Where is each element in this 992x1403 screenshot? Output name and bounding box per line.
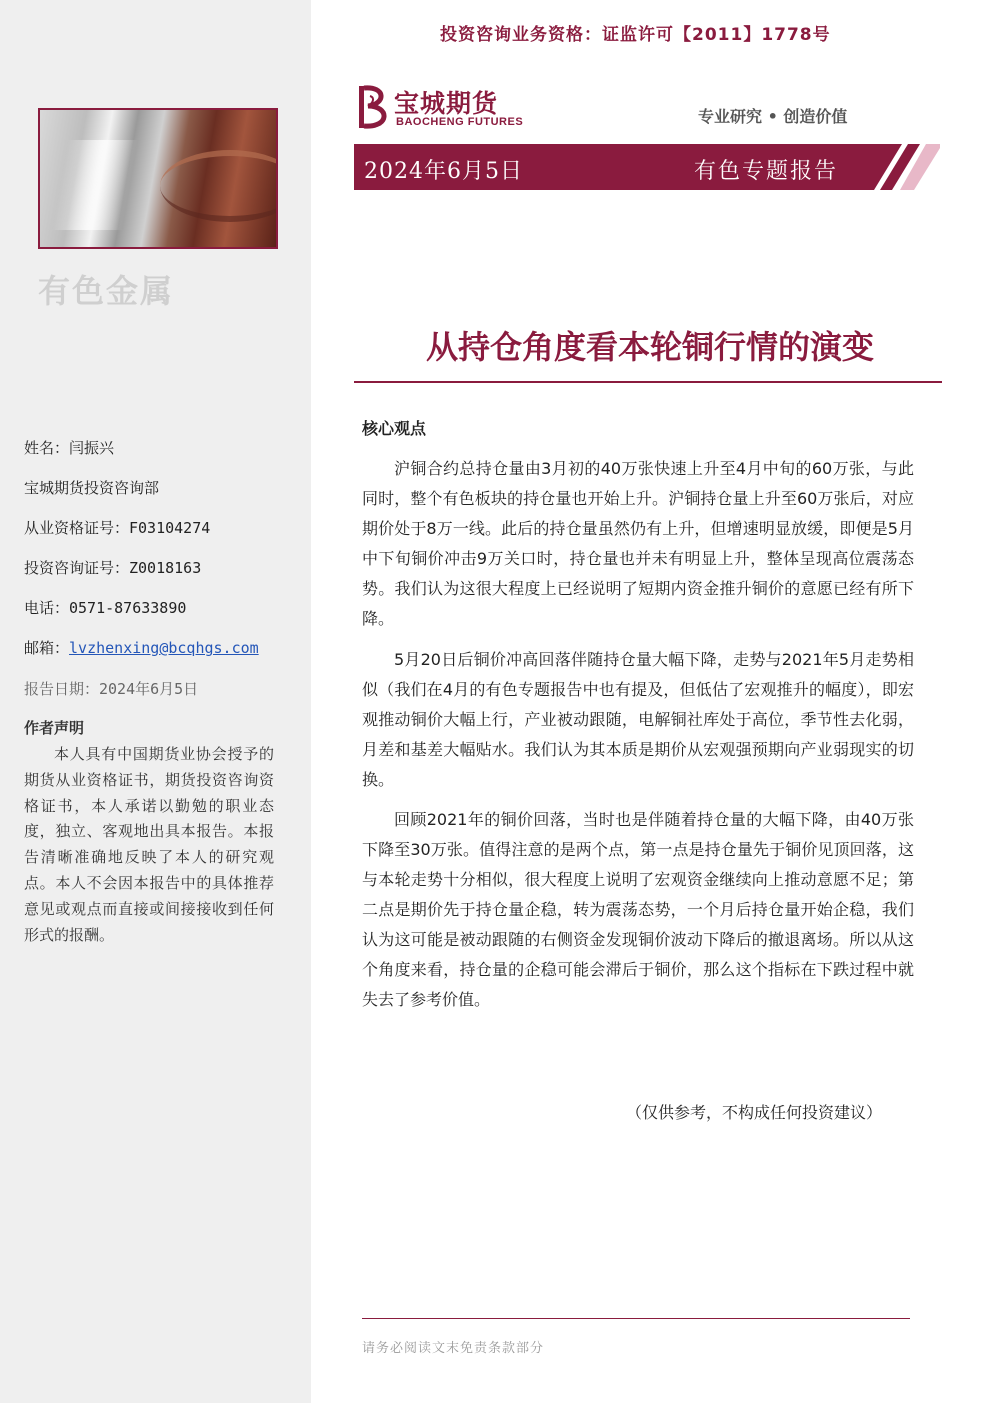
department: 宝城期货投资咨询部	[24, 479, 160, 497]
author-name: 姓名：闫振兴	[24, 439, 115, 457]
paragraph-2: 5月20日后铜价冲高回落伴随持仓量大幅下降，走势与2021年5月走势相似（我们在4月的有色专题报告中也有提及，但低估了宏观推升的幅度），即宏观推动铜价大幅上行，产业被动跟随，电解铜社库处于高位，季节性去化弱，月差和基差大幅贴水。我们认为其本质是期价从宏观强预期向产业弱现实的切换。	[362, 650, 914, 789]
company-logo	[356, 84, 526, 132]
footer-text: 请务必阅读文末免责条款部分	[362, 1341, 545, 1356]
qualification-number: 从业资格证号：F03104274	[24, 519, 211, 537]
slogan: 专业研究 • 创造价值	[698, 107, 848, 126]
logo-english-name: BAOCHENG FUTURES	[396, 116, 524, 128]
sidebar-report-date: 报告日期：2024年6月5日	[24, 680, 199, 698]
report-title: 从持仓角度看本轮铜行情的演变	[426, 328, 875, 366]
paragraph-1: 沪铜合约总持仓量由3月初的40万张快速上升至4月中旬的60万张，与此同时，整个有色板块的持仓量也开始上升。沪铜持仓量上升至60万张后，对应期价处于8万一线。此后的持仓量虽然仍有上升，但增速明显放缓，即便是5月中下旬铜价冲击9万关口时，持仓量也并未有明显上升，整体呈现高位震荡态势。我们认为这很大程度上已经说明了短期内资金推升铜价的意愿已经有所下降。	[362, 459, 914, 628]
email-label: 邮箱：	[24, 639, 70, 657]
section-title: 核心观点	[362, 419, 427, 438]
email-link[interactable]: lvzhenxing@bcqhgs.com	[69, 639, 259, 657]
phone-number: 电话：0571-87633890	[24, 599, 187, 617]
banner-report-type: 有色专题报告	[694, 159, 839, 184]
footer-divider	[362, 1318, 910, 1319]
logo-chinese-name: 宝城期货	[394, 89, 499, 118]
sidebar-category: 有色金属	[38, 272, 175, 310]
consulting-number: 投资咨询证号：Z0018163	[24, 559, 202, 577]
paragraph-3: 回顾2021年的铜价回落，当时也是伴随着持仓量的大幅下降，由40万张下降至30万张。值得注意的是两个点，第一点是持仓量先于铜价见顶回落，这与本轮走势十分相似，很大程度上说明了宏观资金继续向上推动意愿不足；第二点是期价先于持仓量企稳，转为震荡态势，一个月后持仓量开始企稳，我们认为这可能是被动跟随的右侧资金发现铜价波动下降后的撤退离场。所以从这个角度来看，持仓量的企稳可能会滞后于铜价，那么这个指标在下跌过程中就失去了参考价值。	[362, 810, 914, 1009]
banner-date: 2024年6月5日	[364, 159, 523, 184]
sidebar	[0, 0, 311, 1403]
email-line	[24, 637, 259, 658]
disclaimer-note: （仅供参考，不构成任何投资建议）	[626, 1103, 883, 1122]
baocheng-logo-icon	[356, 84, 390, 130]
author-statement-title: 作者声明	[24, 719, 85, 737]
title-divider	[354, 381, 942, 383]
copper-coil-photo	[38, 108, 278, 249]
author-statement-body: 本人具有中国期货业协会授予的期货从业资格证书，期货投资咨询资格证书，本人承诺以勤勉的职业态度，独立、客观地出具本报告。本报告清晰准确地反映了本人的研究观点。本人不会因本报告中的具体推荐意见或观点而直接或间接接收到任何形式的报酬。	[24, 745, 274, 944]
license-line: 投资咨询业务资格：证监许可【2011】1778号	[440, 25, 831, 45]
